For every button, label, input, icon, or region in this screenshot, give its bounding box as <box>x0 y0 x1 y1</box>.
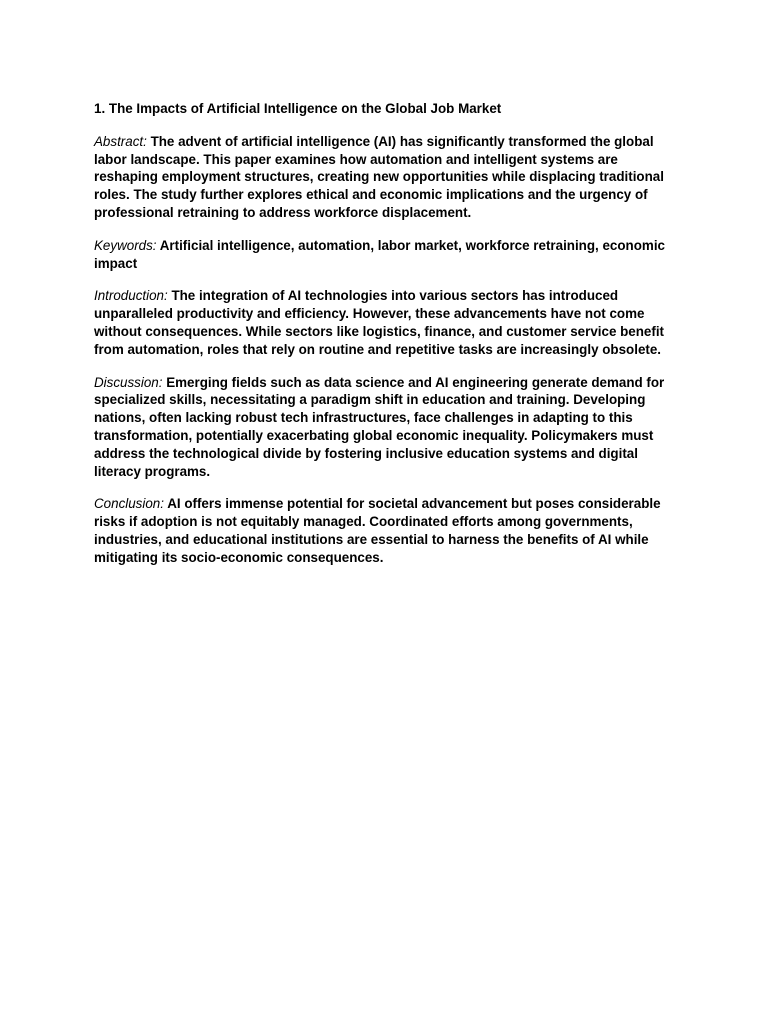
discussion-text: Emerging fields such as data science and AI engineering generate demand for specialized skills, necessitating a paradigm shift in education and training. Developing nations, often lacking robust tech infrastructures, face challenges in adapting to this transformation, potentially exacerbating global economic inequality. Policymakers must address the technological divide by fostering inclusive education systems and digital literacy programs. <box>94 374 665 479</box>
keywords-text: Artificial intelligence, automation, labor market, workforce retraining, economic impact <box>94 237 665 271</box>
introduction-section <box>94 287 684 358</box>
keywords-section <box>94 237 684 273</box>
discussion-section <box>94 374 684 481</box>
introduction-label: Introduction: <box>94 288 168 304</box>
conclusion-label: Conclusion: <box>94 496 164 512</box>
discussion-label: Discussion: <box>94 374 163 390</box>
abstract-label: Abstract: <box>94 133 147 149</box>
keywords-label: Keywords: <box>94 237 157 253</box>
abstract-section <box>94 133 684 222</box>
abstract-text: The advent of artificial intelligence (AI) has significantly transformed the global labor landscape. This paper examines how automation and intelligent systems are reshaping employment structures, creating new opportunities while displacing traditional roles. The study further explores ethical and economic implications and the urgency of professional retraining to address workforce displacement. <box>94 133 664 220</box>
document-title: 1. The Impacts of Artificial Intelligence on the Global Job Market <box>94 101 502 116</box>
conclusion-section <box>94 495 684 566</box>
conclusion-text: AI offers immense potential for societal advancement but poses considerable risks if adoption is not equitably managed. Coordinated efforts among governments, industries, and educational institutions are essential to harness the benefits of AI while mitigating its socio-economic consequences. <box>94 496 661 565</box>
introduction-text: The integration of AI technologies into various sectors has introduced unparalleled productivity and efficiency. However, these advancements have not come without consequences. While sectors like logistics, finance, and customer service benefit from automation, roles that rely on routine and repetitive tasks are increasingly obsolete. <box>94 288 665 357</box>
document-body <box>94 100 684 582</box>
